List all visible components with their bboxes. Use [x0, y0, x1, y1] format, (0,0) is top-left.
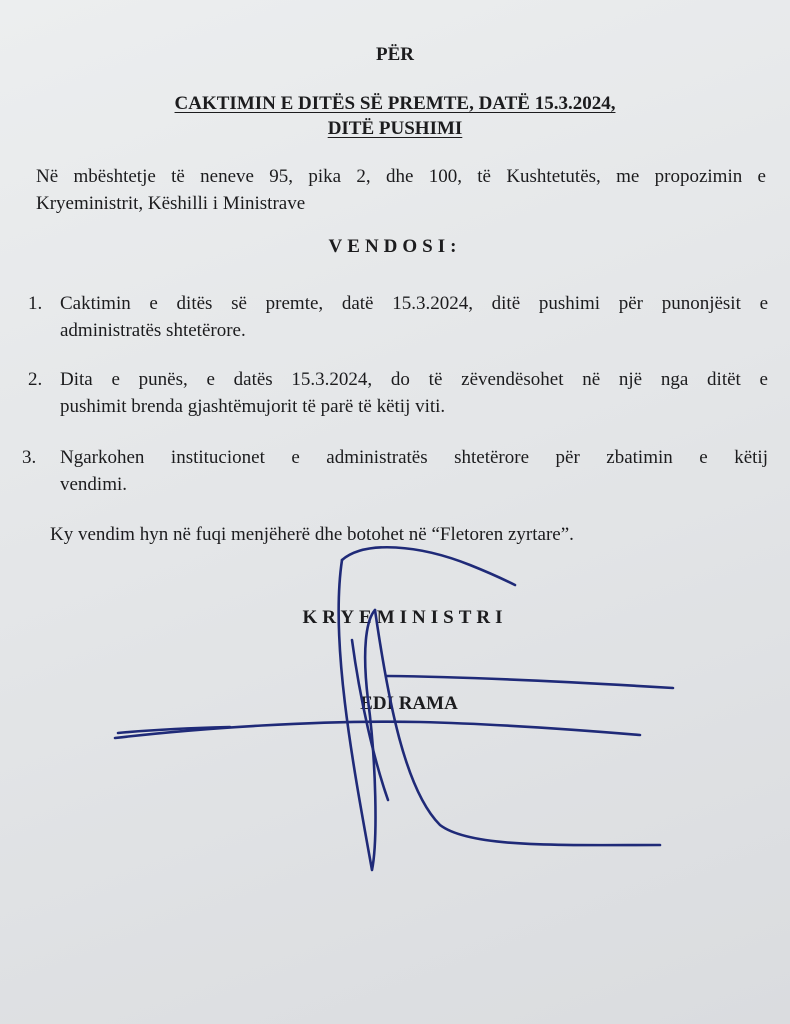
decision-item-line2: pushimit brenda gjashtëmujorit të parë të këtij viti.: [60, 396, 446, 417]
document-title-line2: DITË PUSHIMI: [327, 118, 463, 139]
preamble-line2: Kryeministrit, Këshilli i Ministrave: [36, 193, 306, 214]
preamble-line1: Në mbështetje të neneve 95, pika 2, dhe 100, të Kushtetutës, me propozimin e: [36, 166, 766, 187]
signatory-role: KRYEMINISTRI: [302, 607, 508, 628]
document-title-line1: CAKTIMIN E DITËS SË PREMTE, DATË 15.3.2024,: [174, 93, 616, 114]
decision-item-line1: Caktimin e ditës së premte, datë 15.3.2024, ditë pushimi për punonjësit e: [60, 293, 768, 314]
decision-item-number: 1.: [28, 293, 43, 314]
decision-item-line2: administratës shtetërore.: [60, 320, 246, 341]
decision-item-line2: vendimi.: [60, 474, 128, 495]
closing-statement: Ky vendim hyn në fuqi menjëherë dhe botohet në “Fletoren zyrtare”.: [50, 524, 574, 545]
decision-item-line1: Dita e punës, e datës 15.3.2024, do të zëvendësohet në një nga ditët e: [60, 369, 768, 390]
decision-item-line1: Ngarkohen institucionet e administratës shtetërore për zbatimin e këtij: [60, 447, 768, 468]
decision-item-number: 2.: [28, 369, 43, 390]
document-heading: PËR: [376, 44, 414, 65]
signatory-name: EDI RAMA: [360, 693, 458, 714]
decision-heading: VENDOSI:: [328, 236, 462, 257]
decision-item-number: 3.: [22, 447, 37, 468]
